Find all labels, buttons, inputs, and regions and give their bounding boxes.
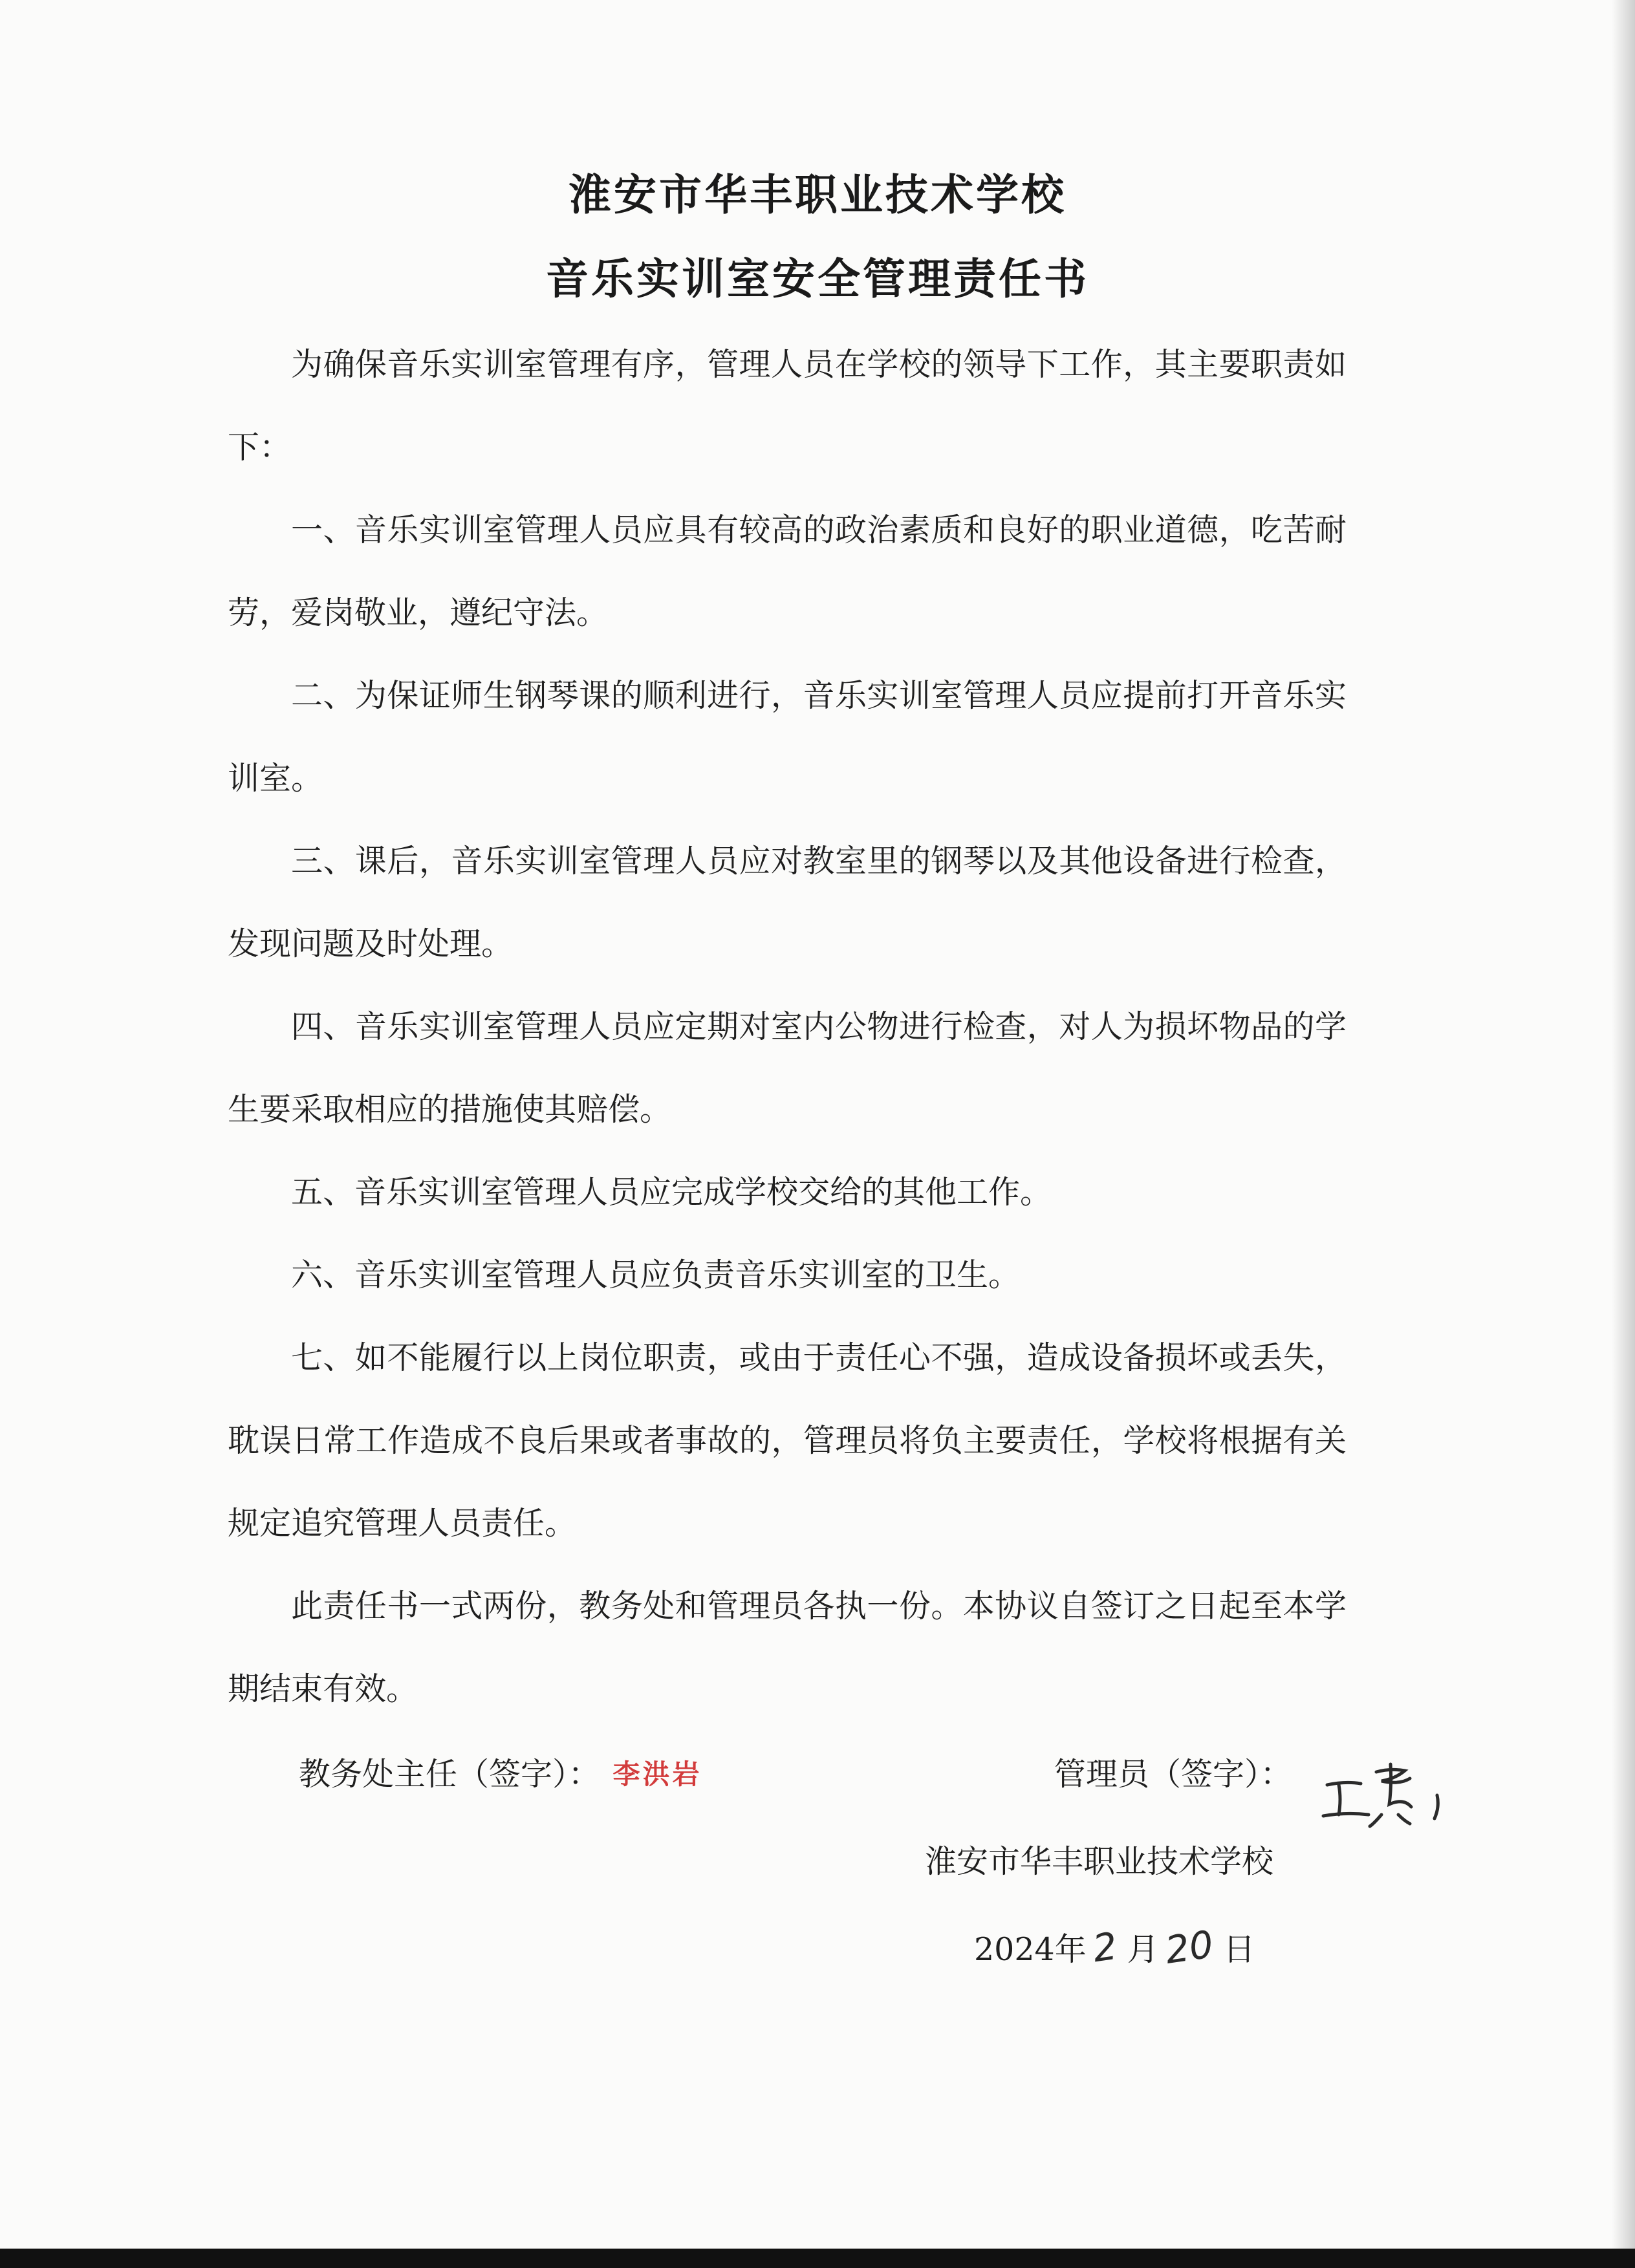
date-month-suffix: 月 [1127,1931,1159,1968]
director-name-stamp: 李洪岩 [612,1758,702,1790]
document-body [228,323,1347,1731]
director-signature-line [299,1749,702,1795]
date-year-suffix: 年 [1054,1931,1087,1968]
scan-edge-shadow [1612,0,1635,2268]
admin-handwritten-signature [1319,1759,1449,1830]
date-month-handwritten: 2 [1090,1923,1120,1971]
clause-2: 二、为保证师生钢琴课的顺利进行，音乐实训室管理人员应提前打开音乐实训室。 [228,677,1347,797]
school-name-footer: 淮安市华丰职业技术学校 [925,1843,1274,1880]
admin-signature-line [1054,1749,1292,1795]
director-signature-label: 教务处主任（签字）： [299,1756,600,1793]
date-year: 2024 [974,1931,1055,1968]
intro-paragraph: 为确保音乐实训室管理有序，管理人员在学校的领导下工作，其主要职责如下： [228,346,1347,466]
clause-1: 一、音乐实训室管理人员应具有较高的政治素质和良好的职业道德，吃苦耐劳，爱岗敬业，遵纪守法。 [228,512,1347,631]
document-title: 音乐实训室安全管理责任书 [546,254,1089,304]
clause-7: 七、如不能履行以上岗位职责，或由于责任心不强，造成设备损坏或丢失，耽误日常工作造成不良后果或者事故的，管理员将负主要责任，学校将根据有关规定追究管理人员责任。 [228,1339,1347,1542]
date-day-handwritten: 20 [1162,1922,1216,1972]
school-title: 淮安市华丰职业技术学校 [568,170,1067,220]
clause-3: 三、课后，音乐实训室管理人员应对教室里的钢琴以及其他设备进行检查，发现问题及时处理。 [228,843,1347,962]
signing-date [974,1922,1255,1972]
admin-signature-label: 管理员（签字）： [1054,1756,1292,1793]
validity-paragraph: 此责任书一式两份，教务处和管理员各执一份。本协议自签订之日起至本学期结束有效。 [228,1588,1347,1707]
scan-bottom-edge [0,2249,1635,2268]
date-day-suffix: 日 [1223,1931,1255,1968]
clause-4: 四、音乐实训室管理人员应定期对室内公物进行检查，对人为损坏物品的学生要采取相应的措施使其赔偿。 [228,1008,1347,1128]
clause-5: 五、音乐实训室管理人员应完成学校交给的其他工作。 [291,1174,1052,1211]
clause-6: 六、音乐实训室管理人员应负责音乐实训室的卫生。 [291,1257,1021,1293]
